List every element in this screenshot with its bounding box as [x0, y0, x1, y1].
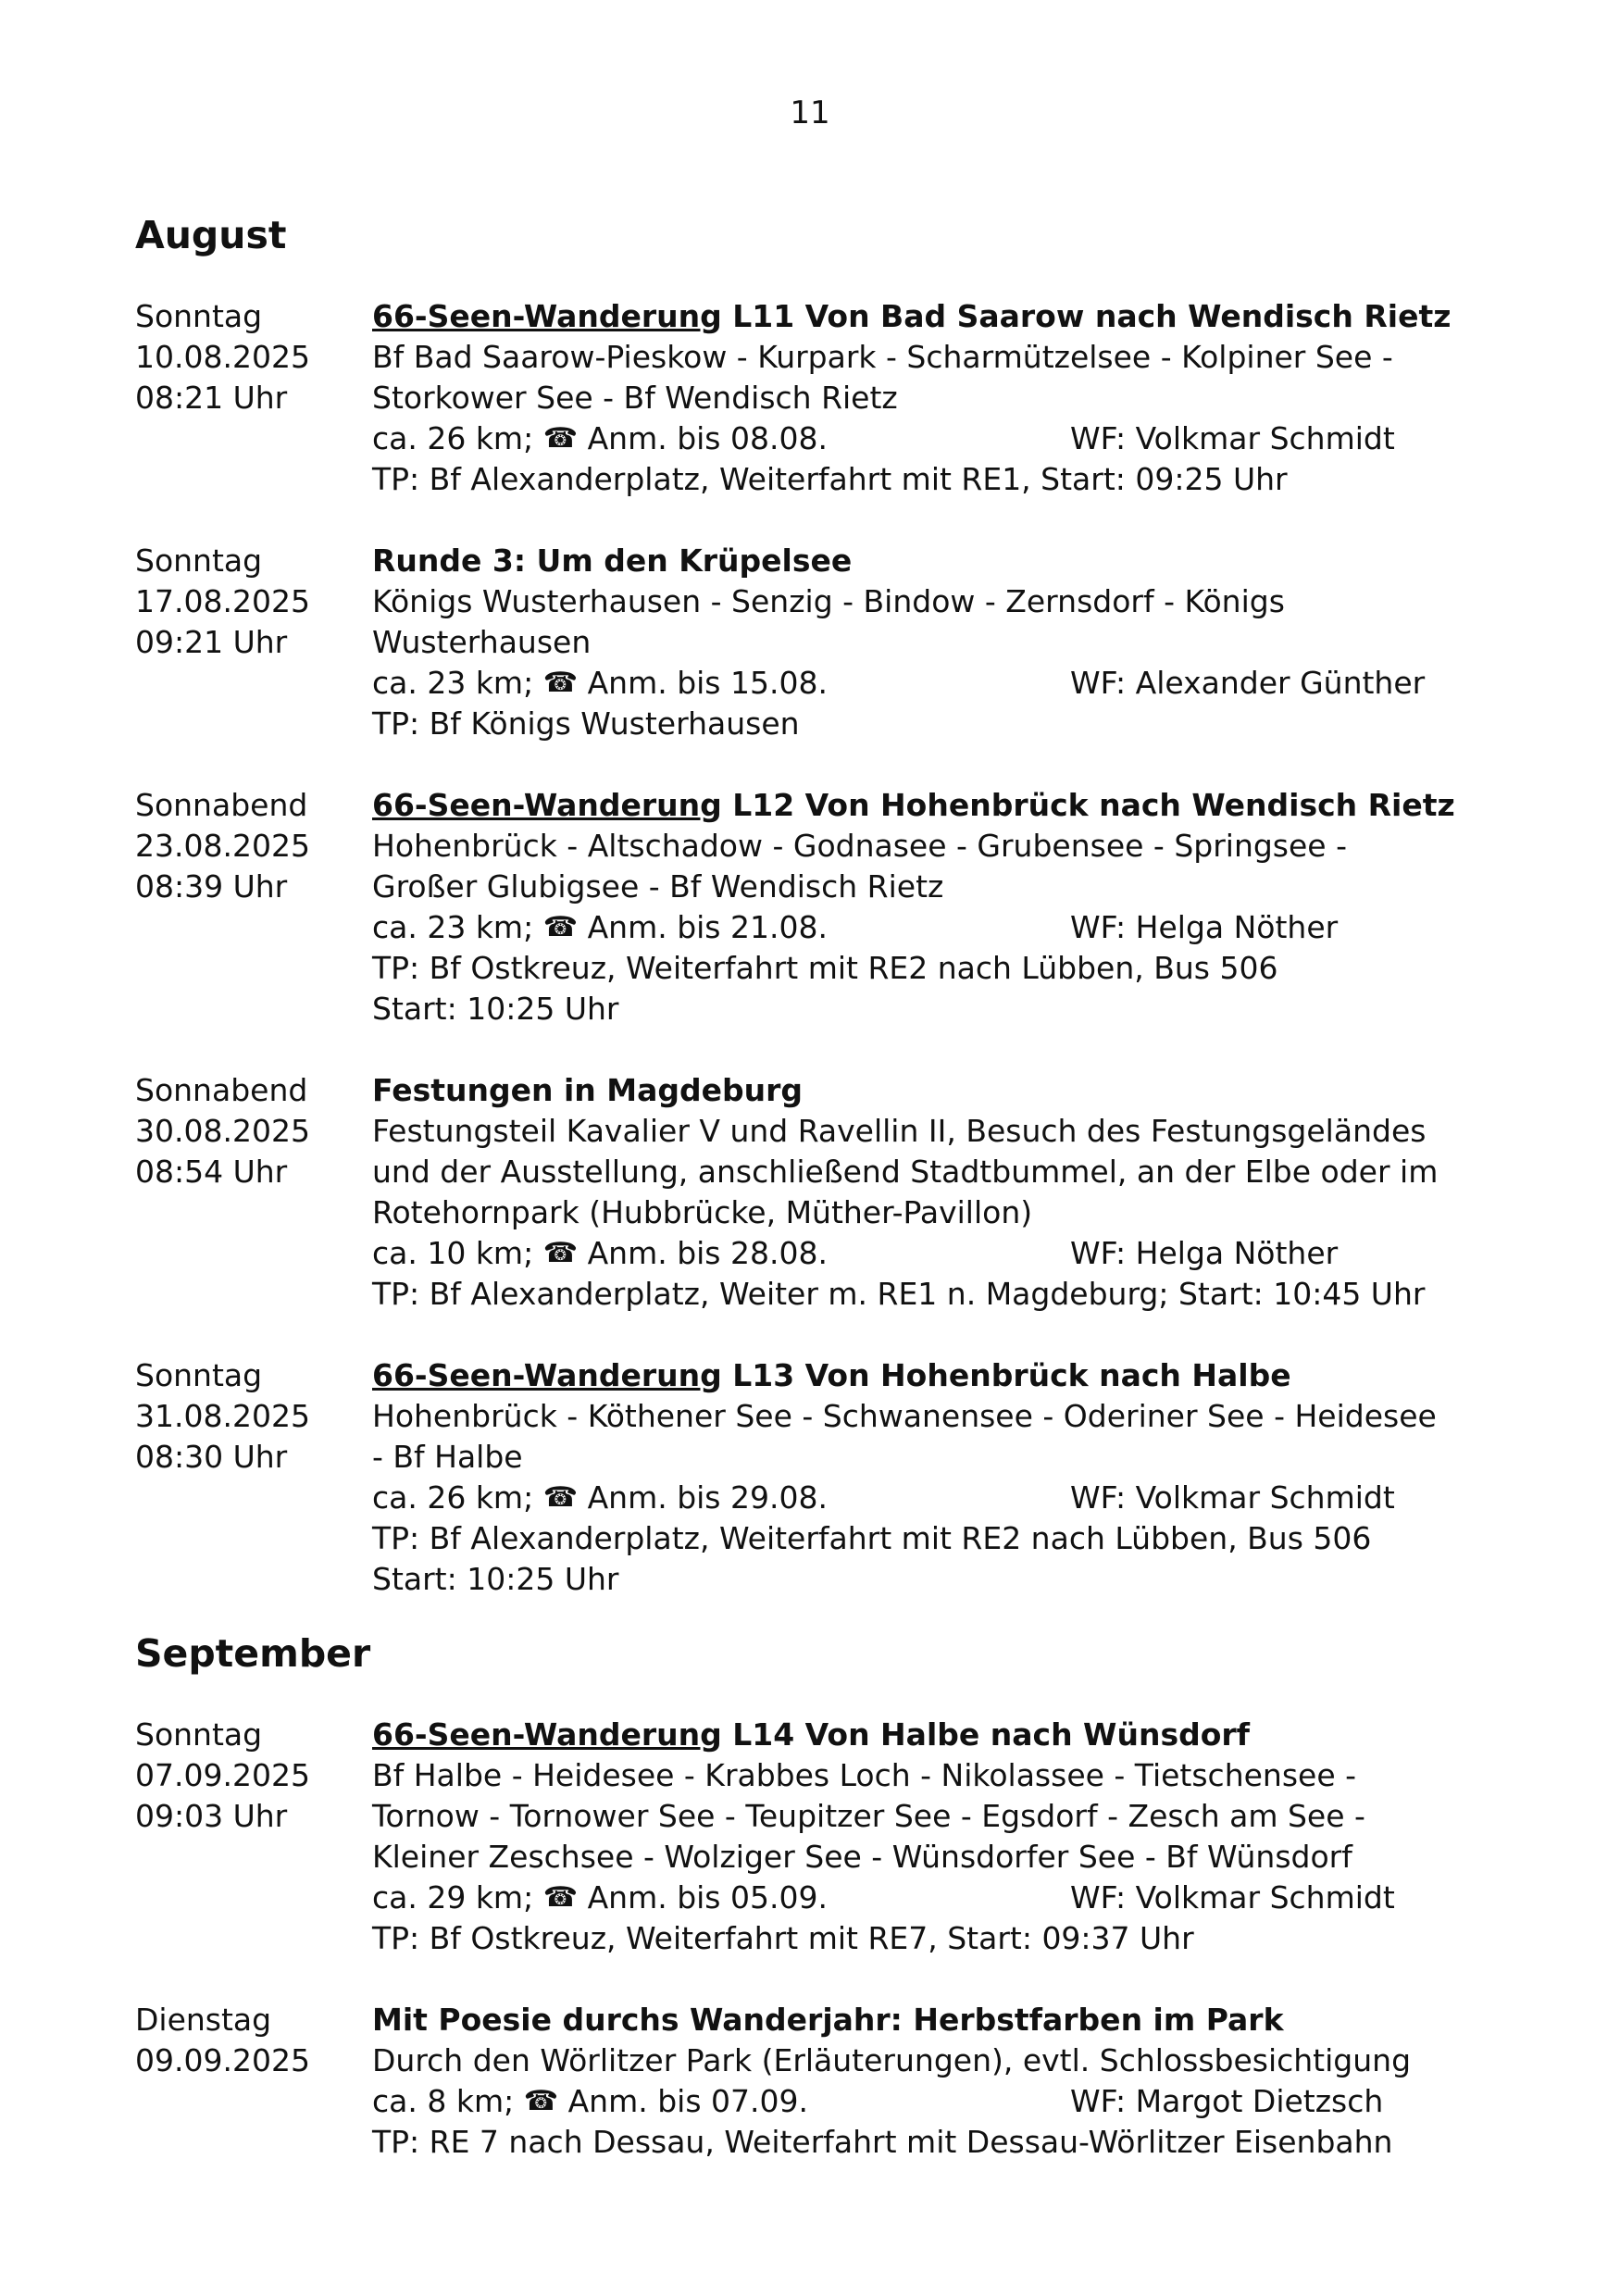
event-title-line	[372, 296, 1483, 337]
event-meeting-point: TP: Bf Ostkreuz, Weiterfahrt mit RE2 nach Lübben, Bus 506	[372, 950, 1278, 986]
event-route-line: Königs Wusterhausen - Senzig - Bindow - Zernsdorf - Königs	[372, 583, 1285, 619]
event-datetime	[135, 296, 357, 418]
event-info-row	[372, 1478, 1483, 1518]
event-title-line	[372, 785, 1483, 826]
event-weekday: Dienstag	[135, 2002, 272, 2038]
event-title: Festungen in Magdeburg	[372, 1072, 804, 1108]
event-route-line: Großer Glubigsee - Bf Wendisch Rietz	[372, 868, 944, 905]
event-time: 09:03 Uhr	[135, 1798, 288, 1834]
event-weekday: Sonnabend	[135, 1072, 308, 1108]
event-route-line: - Bf Halbe	[372, 1439, 523, 1475]
event-datetime	[135, 541, 357, 663]
event-time: 08:39 Uhr	[135, 868, 288, 905]
event-series: 66-Seen-Wanderung	[372, 298, 722, 334]
event-leader: WF: Volkmar Schmidt	[1070, 1479, 1395, 1516]
event-registration: Anm. bis 05.09.	[587, 1879, 828, 1915]
event-date: 10.08.2025	[135, 339, 310, 375]
event-distance: ca. 8 km;	[372, 2083, 515, 2119]
event-meeting-point: Start: 10:25 Uhr	[372, 991, 619, 1027]
event-meeting-point: TP: Bf Königs Wusterhausen	[372, 705, 800, 742]
event-route-line: Bf Halbe - Heidesee - Krabbes Loch - Nikolassee - Tietschensee -	[372, 1757, 1357, 1793]
event-title-line	[372, 2000, 1483, 2040]
telephone-icon: ☎	[542, 667, 579, 699]
telephone-icon: ☎	[542, 1881, 579, 1914]
event-datetime	[135, 785, 357, 907]
event-details	[372, 2000, 1483, 2163]
event-date: 23.08.2025	[135, 828, 310, 864]
telephone-icon: ☎	[542, 1481, 579, 1514]
month-heading-september: September	[135, 1631, 371, 1676]
event-datetime	[135, 2000, 357, 2081]
event-info-row	[372, 418, 1483, 459]
telephone-icon: ☎	[542, 911, 579, 943]
telephone-icon: ☎	[542, 1237, 579, 1269]
page-number: 11	[790, 94, 830, 131]
event-title: L13 Von Hohenbrück nach Halbe	[732, 1357, 1291, 1393]
event-route-line: Festungsteil Kavalier V und Ravellin II, Besuch des Festungsgeländes	[372, 1113, 1427, 1149]
event-route-line: Hohenbrück - Köthener See - Schwanensee - Oderiner See - Heidesee	[372, 1398, 1437, 1434]
event-route-line: und der Ausstellung, anschließend Stadtbummel, an der Elbe oder im	[372, 1154, 1439, 1190]
event-route-line: Durch den Wörlitzer Park (Erläuterungen), evtl. Schlossbesichtigung	[372, 2042, 1412, 2078]
event-title-line	[372, 1715, 1483, 1755]
event-leader: WF: Alexander Günther	[1070, 665, 1426, 701]
event-details	[372, 1070, 1483, 1315]
event-route-line: Tornow - Tornower See - Teupitzer See - Egsdorf - Zesch am See -	[372, 1798, 1365, 1834]
event-leader: WF: Margot Dietzsch	[1070, 2083, 1384, 2119]
event-distance: ca. 10 km;	[372, 1235, 534, 1271]
telephone-icon: ☎	[523, 2085, 559, 2117]
event-details	[372, 1355, 1483, 1600]
event-date: 17.08.2025	[135, 583, 310, 619]
event-title-line	[372, 1355, 1483, 1396]
event-distance: ca. 23 km;	[372, 909, 534, 945]
event-details	[372, 296, 1483, 500]
event-time: 09:21 Uhr	[135, 624, 288, 660]
event-route-line: Rotehornpark (Hubbrücke, Müther-Pavillon)	[372, 1194, 1033, 1230]
event-info-row	[372, 907, 1483, 948]
event-datetime	[135, 1070, 357, 1192]
event-series: 66-Seen-Wanderung	[372, 787, 722, 823]
event-series: 66-Seen-Wanderung	[372, 1357, 722, 1393]
event-meeting-point: TP: Bf Alexanderplatz, Weiter m. RE1 n. Magdeburg; Start: 10:45 Uhr	[372, 1276, 1426, 1312]
event-route-line: Kleiner Zeschsee - Wolziger See - Wünsdorfer See - Bf Wünsdorf	[372, 1839, 1352, 1875]
event-distance: ca. 23 km;	[372, 665, 534, 701]
event-route-line: Storkower See - Bf Wendisch Rietz	[372, 380, 898, 416]
event-date: 09.09.2025	[135, 2042, 310, 2078]
event-distance: ca. 26 km;	[372, 420, 534, 456]
event-route-line: Bf Bad Saarow-Pieskow - Kurpark - Scharmützelsee - Kolpiner See -	[372, 339, 1393, 375]
event-title: L12 Von Hohenbrück nach Wendisch Rietz	[732, 787, 1455, 823]
event-route-line: Hohenbrück - Altschadow - Godnasee - Grubensee - Springsee -	[372, 828, 1348, 864]
event-weekday: Sonntag	[135, 1716, 263, 1753]
event-weekday: Sonnabend	[135, 787, 308, 823]
event-leader: WF: Volkmar Schmidt	[1070, 1879, 1395, 1915]
event-date: 30.08.2025	[135, 1113, 310, 1149]
event-meeting-point: TP: Bf Alexanderplatz, Weiterfahrt mit RE1, Start: 09:25 Uhr	[372, 461, 1288, 497]
event-registration: Anm. bis 08.08.	[587, 420, 828, 456]
event-registration: Anm. bis 07.09.	[567, 2083, 808, 2119]
month-heading-august: August	[135, 213, 287, 257]
event-details	[372, 541, 1483, 744]
event-date: 31.08.2025	[135, 1398, 310, 1434]
event-info-row	[372, 1878, 1483, 1918]
event-date: 07.09.2025	[135, 1757, 310, 1793]
event-registration: Anm. bis 15.08.	[587, 665, 828, 701]
event-title-line	[372, 1070, 1483, 1111]
event-time: 08:21 Uhr	[135, 380, 288, 416]
event-meeting-point: TP: Bf Ostkreuz, Weiterfahrt mit RE7, Start: 09:37 Uhr	[372, 1920, 1194, 1956]
event-registration: Anm. bis 21.08.	[587, 909, 828, 945]
event-info-row	[372, 1233, 1483, 1274]
event-distance: ca. 29 km;	[372, 1879, 534, 1915]
event-title: Mit Poesie durchs Wanderjahr: Herbstfarben im Park	[372, 2002, 1284, 2038]
event-title: Runde 3: Um den Krüpelsee	[372, 543, 853, 579]
event-distance: ca. 26 km;	[372, 1479, 534, 1516]
event-registration: Anm. bis 28.08.	[587, 1235, 828, 1271]
event-datetime	[135, 1715, 357, 1837]
event-weekday: Sonntag	[135, 543, 263, 579]
event-title: L14 Von Halbe nach Wünsdorf	[732, 1716, 1251, 1753]
event-info-row	[372, 2081, 1483, 2122]
event-series: 66-Seen-Wanderung	[372, 1716, 722, 1753]
event-weekday: Sonntag	[135, 1357, 263, 1393]
event-datetime	[135, 1355, 357, 1478]
event-time: 08:54 Uhr	[135, 1154, 288, 1190]
event-registration: Anm. bis 29.08.	[587, 1479, 828, 1516]
event-title-line	[372, 541, 1483, 581]
event-leader: WF: Helga Nöther	[1070, 909, 1339, 945]
event-meeting-point: TP: RE 7 nach Dessau, Weiterfahrt mit Dessau-Wörlitzer Eisenbahn	[372, 2124, 1393, 2160]
event-details	[372, 785, 1483, 1029]
event-info-row	[372, 663, 1483, 704]
event-weekday: Sonntag	[135, 298, 263, 334]
event-title: L11 Von Bad Saarow nach Wendisch Rietz	[732, 298, 1452, 334]
event-meeting-point: TP: Bf Alexanderplatz, Weiterfahrt mit RE2 nach Lübben, Bus 506	[372, 1520, 1372, 1556]
event-route-line: Wusterhausen	[372, 624, 592, 660]
telephone-icon: ☎	[542, 422, 579, 455]
event-meeting-point: Start: 10:25 Uhr	[372, 1561, 619, 1597]
event-leader: WF: Volkmar Schmidt	[1070, 420, 1395, 456]
event-details	[372, 1715, 1483, 1959]
event-leader: WF: Helga Nöther	[1070, 1235, 1339, 1271]
event-time: 08:30 Uhr	[135, 1439, 288, 1475]
